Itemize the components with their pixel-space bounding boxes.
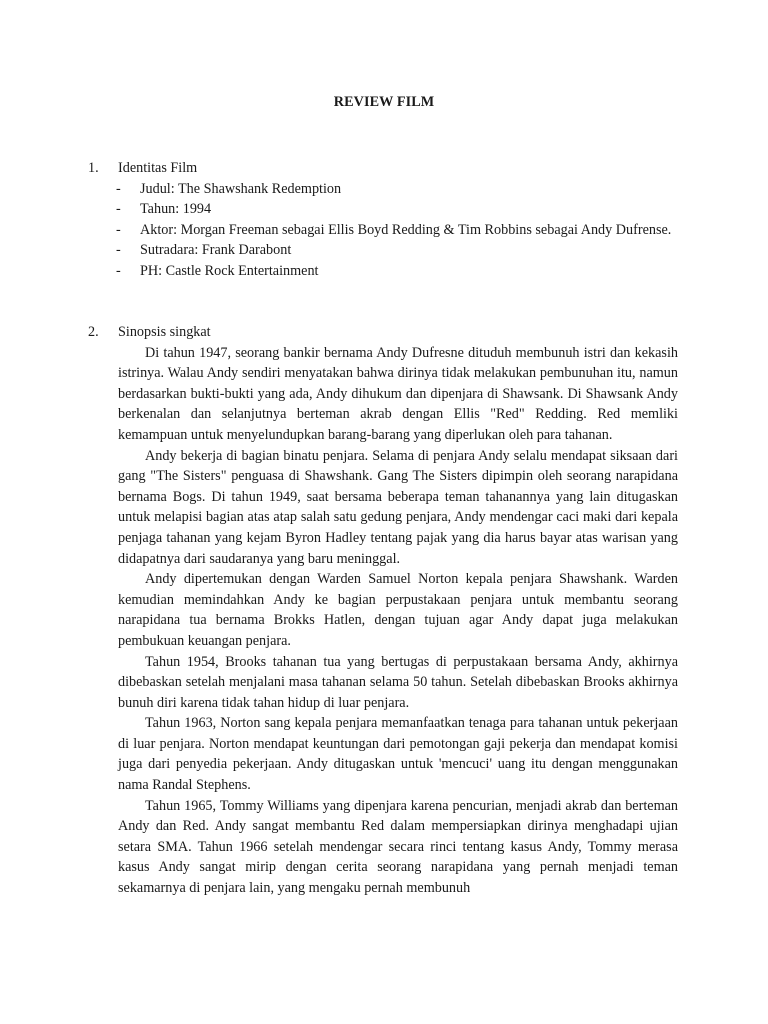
identity-item-title	[88, 179, 678, 200]
section-synopsis	[88, 322, 678, 899]
identity-item-text: Tahun: 1994	[140, 201, 212, 218]
identity-list	[88, 179, 678, 282]
dash-bullet-icon: -	[116, 262, 121, 279]
section-heading: Identitas Film	[118, 160, 198, 176]
synopsis-body	[118, 343, 678, 899]
synopsis-paragraph: Andy bekerja di bagian binatu penjara. Selama di penjara Andy selalu mendapat siksaan dari gang "The Sisters" penguasa di Shawshank. Gang The Sisters dipimpin oleh seorang narapidana bernama Bogs. Di tahun 1949, saat bersama beberapa teman tahanannya yang lain ditugaskan untuk melapisi bagian atas atap salah satu gedung penjara, Andy mendengar caci maki dari kepala penjaga tahanan yang kejam Byron Hadley tentang pajak yang dia harus bayar atas warisan yang didapatnya dari saudaranya yang baru meninggal.	[118, 447, 678, 567]
section-heading: Sinopsis singkat	[118, 324, 211, 340]
identity-item-actors	[88, 220, 678, 241]
synopsis-paragraph: Andy dipertemukan dengan Warden Samuel Norton kepala penjara Shawshank. Warden kemudian memindahkan Andy ke bagian perpustakaan penjara untuk membantu seorang narapidana tua bernama Brokks Hatlen, dengan tujuan agar Andy dapat juga melakukan pembukuan keuangan penjara.	[118, 571, 678, 649]
identity-item-text: PH: Castle Rock Entertainment	[140, 262, 319, 279]
document-title: REVIEW FILM	[333, 94, 435, 110]
dash-bullet-icon: -	[116, 221, 121, 238]
synopsis-paragraph: Di tahun 1947, seorang bankir bernama Andy Dufresne dituduh membunuh istri dan kekasih istrinya. Walau Andy sendiri menyatakan bahwa dirinya tidak melakukan pembunuhan itu, namun berdasarkan bukti-bukti yang ada, Andy dihukum dan dipenjara di Shawsank. Di Shawsank Andy berkenalan dan selanjutnya berteman akrab dengan Ellis "Red" Redding. Red memliki kemampuan untuk menyelundupkan barang-barang yang diperlukan oleh para tahanan.	[118, 344, 678, 443]
dash-bullet-icon: -	[116, 242, 121, 259]
synopsis-paragraph: Tahun 1963, Norton sang kepala penjara memanfaatkan tenaga para tahanan untuk pekerjaan di luar penjara. Norton mendapat keuntungan dari pemotongan gaji pekerja dan mendapat komisi juga dari penyedia pekerjaan. Andy ditugaskan untuk 'mencuci' uang itu dengan menggunakan nama Randal Stephens.	[118, 715, 678, 794]
dash-bullet-icon: -	[116, 180, 121, 197]
identity-item-year	[88, 199, 678, 220]
synopsis-paragraph: Tahun 1965, Tommy Williams yang dipenjara karena pencurian, menjadi akrab dan berteman Andy dan Red. Andy sangat membantu Red dalam mempersiapkan dirinya menghadapi ujian setara SMA. Tahun 1966 setelah mendengar secara rinci tentang kasus Andy, Tommy merasa kasus Andy sangat mirip dengan cerita seorang narapidana yang pernah menjadi teman sekamarnya di penjara lain, yang mengaku pernah membunuh	[118, 797, 678, 897]
identity-item-text: Judul: The Shawshank Redemption	[140, 180, 342, 197]
section-header	[88, 158, 678, 179]
dash-bullet-icon: -	[116, 201, 121, 218]
identity-item-text: Aktor: Morgan Freeman sebagai Ellis Boyd Redding & Tim Robbins sebagai Andy Dufrense.	[140, 221, 672, 238]
identity-item-director	[88, 240, 678, 261]
section-number: 1.	[88, 160, 99, 176]
section-header	[88, 322, 678, 343]
identity-item-production-house	[88, 261, 678, 282]
synopsis-paragraph: Tahun 1954, Brooks tahanan tua yang bertugas di perpustakaan bersama Andy, akhirnya dibebaskan setelah menjalani masa tahanan selama 50 tahun. Setelah dibebaskan Brooks akhirnya bunuh diri karena tidak tahan hidup di luar penjara.	[118, 653, 678, 711]
section-number: 2.	[88, 324, 99, 340]
identity-item-text: Sutradara: Frank Darabont	[140, 242, 292, 259]
section-film-identity	[88, 158, 678, 282]
